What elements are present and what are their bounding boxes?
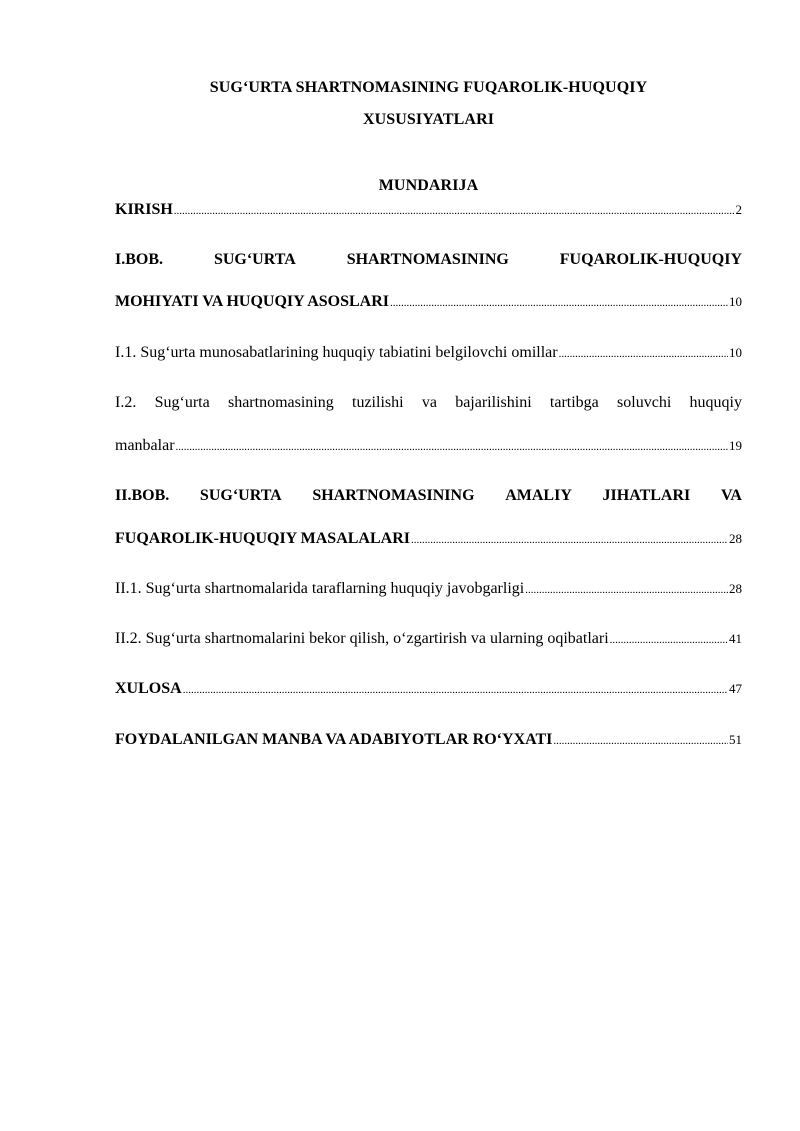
- toc-word: tartibga: [549, 394, 599, 411]
- toc-word: II.BOB.: [115, 487, 170, 504]
- toc-word: tuzilishi: [352, 394, 404, 411]
- toc-page-number: 51: [729, 732, 742, 747]
- dot-leader: [610, 629, 728, 651]
- toc-entry-chapter-1-line-2[interactable]: [115, 291, 742, 313]
- dot-leader: [174, 200, 735, 222]
- toc-page-number: 28: [729, 581, 742, 596]
- toc-entry-label: II.2. Sug‘urta shartnomalarini bekor qilish, o‘zgartirish va ularning oqibatlari: [115, 630, 609, 647]
- toc-word: soluvchi: [617, 394, 672, 411]
- toc-entry-label: XULOSA: [115, 680, 182, 697]
- toc-word: SHARTNOMASINING: [346, 251, 509, 268]
- toc-word: FUQAROLIK-HUQUQIY: [559, 251, 742, 268]
- toc-entry-label: FUQAROLIK-HUQUQIY MASALALARI: [115, 530, 410, 547]
- toc-page-number: 47: [729, 681, 742, 696]
- toc-entry-xulosa[interactable]: [115, 678, 742, 700]
- toc-word: SHARTNOMASINING: [312, 487, 475, 504]
- toc-entry-section-1-2-line-1[interactable]: [115, 392, 742, 414]
- toc-entry-section-2-2[interactable]: [115, 628, 742, 650]
- toc-entry-label: MOHIYATI VA HUQUQIY ASOSLARI: [115, 293, 389, 310]
- toc-word: shartnomasining: [227, 394, 334, 411]
- toc-entry-chapter-1-line-1[interactable]: [115, 249, 742, 271]
- toc-page-number: 41: [729, 631, 742, 646]
- toc-entry-label: I.1. Sug‘urta munosabatlarining huquqiy tabiatini belgilovchi omillar: [115, 344, 558, 361]
- document-title-line-1: SUG‘URTA SHARTNOMASINING FUQAROLIK-HUQUQIY: [209, 79, 648, 96]
- toc-entry-section-2-1[interactable]: [115, 578, 742, 600]
- toc-word: AMALIY: [505, 487, 572, 504]
- toc-word: SUG‘URTA: [213, 251, 296, 268]
- toc-word: VA: [720, 487, 742, 504]
- toc-word: va: [421, 394, 437, 411]
- dot-leader: [176, 436, 728, 458]
- toc-page-number: 10: [729, 345, 742, 360]
- dot-leader: [559, 343, 728, 365]
- toc-entry-label: manbalar: [115, 437, 175, 454]
- dot-leader: [390, 292, 728, 314]
- toc-page-number: 2: [735, 202, 742, 217]
- toc-word: I.2.: [115, 394, 137, 411]
- toc-entry-label: II.1. Sug‘urta shartnomalarida taraflarning huquqiy javobgarligi: [115, 580, 525, 597]
- toc-word: bajarilishini: [455, 394, 532, 411]
- toc-heading: MUNDARIJA: [378, 177, 479, 194]
- toc-entry-label: FOYDALANILGAN MANBA VA ADABIYOTLAR RO‘YXATI: [115, 731, 553, 748]
- toc-entry-label: KIRISH: [115, 201, 173, 218]
- dot-leader: [183, 679, 728, 701]
- toc-word: JIHATLARI: [602, 487, 691, 504]
- toc-entry-references[interactable]: [115, 729, 742, 751]
- dot-leader: [553, 730, 728, 752]
- toc-entry-kirish[interactable]: [115, 199, 742, 221]
- toc-page-number: 19: [729, 438, 742, 453]
- document-title-line-2: XUSUSIYATLARI: [362, 111, 495, 128]
- toc-entry-chapter-2-line-1[interactable]: [115, 485, 742, 507]
- toc-word: huquqiy: [689, 394, 742, 411]
- toc-page-number: 28: [729, 531, 742, 546]
- toc-entry-chapter-2-line-2[interactable]: [115, 528, 742, 550]
- toc-page-number: 10: [729, 294, 742, 309]
- toc-entry-section-1-2-line-2[interactable]: [115, 435, 742, 457]
- dot-leader: [525, 579, 728, 601]
- toc-word: SUG‘URTA: [199, 487, 282, 504]
- toc-word: I.BOB.: [115, 251, 164, 268]
- toc-word: Sug‘urta: [154, 394, 210, 411]
- toc-entry-section-1-1[interactable]: [115, 342, 742, 364]
- dot-leader: [411, 529, 728, 551]
